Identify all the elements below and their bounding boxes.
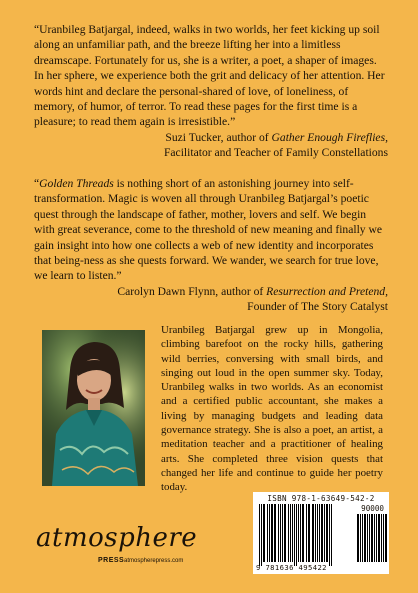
barcode-bar bbox=[317, 504, 318, 562]
barcode-bar bbox=[383, 514, 384, 562]
barcode-bar bbox=[267, 504, 268, 562]
endorsement-2-body: is nothing short of an astonishing journey into self-transformation. Magic is woven all through Uranbileg Batjargal’s poetic quest through the landscape of father, mother, lovers and self. We begin with great severance, come to the threshold of new meaning and finally we gain insight into how one collects a web of new identity and incorporates that being-ness as she quests forward. We wander, we search for true love, we learn to listen.” bbox=[34, 177, 383, 283]
barcode-bar bbox=[367, 514, 368, 562]
endorsement-2-text bbox=[34, 176, 388, 284]
publisher-logo-word: atmosphere bbox=[36, 523, 198, 553]
endorsement-2-role: Founder of The Story Catalyst bbox=[247, 300, 388, 314]
endorsement-1-role: Facilitator and Teacher of Family Constellations bbox=[163, 146, 388, 160]
barcode-bar bbox=[381, 514, 382, 562]
barcode-bar bbox=[294, 504, 295, 566]
endorsement-2-author: Carolyn Dawn Flynn, author of bbox=[117, 284, 267, 298]
barcode-bar bbox=[271, 504, 273, 562]
barcode-bar bbox=[302, 504, 304, 562]
barcode-bar bbox=[280, 504, 281, 562]
publisher-press: PRESS bbox=[98, 557, 125, 564]
endorsement-1-attribution bbox=[34, 130, 388, 145]
endorsement-2-open-quote: “ bbox=[34, 177, 40, 190]
barcode-bar bbox=[306, 504, 307, 562]
endorsement-1-book-title: Gather Enough Fireflies, bbox=[271, 130, 388, 144]
barcode-bar bbox=[326, 504, 328, 562]
endorsement-1-text: “Uranbileg Batjargal, indeed, walks in two worlds, her feet kicking up soil along an unfamiliar path, and the breeze lifting her into a limitless dreamscape. Fortunately for us, she is a writer, a poet, a shaper of images. In her sphere, we experience both the grit and delicacy of her attention. Her words hint and declare the personal-shared of love, of loneliness, of memory, of humor, of terror. To read these pages for the first time is a pleasure; to read them again is irresistible.” bbox=[34, 23, 385, 129]
endorsement-2-attribution bbox=[34, 284, 388, 299]
author-photo bbox=[42, 330, 145, 486]
publisher-url: atmospherepress.com bbox=[124, 558, 184, 564]
barcode-bar bbox=[385, 514, 387, 562]
barcode-bar bbox=[357, 514, 359, 562]
barcode-bar bbox=[364, 514, 366, 562]
isbn-barcode bbox=[253, 492, 389, 574]
barcode-bar bbox=[284, 504, 286, 562]
barcode-bar bbox=[296, 504, 297, 566]
publisher-logo bbox=[36, 523, 198, 573]
barcode-bar bbox=[278, 504, 279, 562]
author-bio: Uranbileg Batjargal grew up in Mongolia, climbing barefoot on the rocky hills, gathering wild berries, conversing with small birds, and singing out loud in the open summer sky. Today, Uranbileg walks in two worlds. As an economist and a certified public accountant, she makes a living by managing budgets and leading data governance strategy. She is also a poet, an artist, a meditation teacher and a practitioner of healing arts. She completed three vision quests that changed her life and continue to guide her poetry today. bbox=[161, 324, 383, 494]
barcode-bar bbox=[324, 504, 325, 562]
barcode-bar bbox=[360, 514, 361, 562]
barcode-bar bbox=[259, 504, 260, 566]
barcode-bar bbox=[282, 504, 283, 562]
barcode-bar bbox=[374, 514, 375, 562]
barcode-bar bbox=[369, 514, 370, 562]
barcode-bar bbox=[308, 504, 310, 562]
barcode-bar bbox=[376, 514, 377, 562]
barcode-bar bbox=[261, 504, 262, 566]
barcode-bar bbox=[274, 504, 276, 562]
barcode-bar bbox=[362, 514, 363, 562]
endorsement-2-title: Golden Threads bbox=[39, 177, 114, 190]
barcode-bar bbox=[329, 504, 330, 566]
barcode-bar bbox=[269, 504, 270, 562]
endorsement-1 bbox=[34, 22, 388, 161]
barcode-bar bbox=[371, 514, 373, 562]
barcode-bar bbox=[292, 504, 293, 562]
ean-number: 9 781636 495422 bbox=[256, 563, 327, 572]
barcode-bar bbox=[312, 504, 314, 562]
barcode-bar bbox=[300, 504, 301, 562]
endorsement-2 bbox=[34, 176, 388, 315]
barcode-bar bbox=[288, 504, 289, 562]
barcode-bar bbox=[378, 514, 380, 562]
barcode-bar bbox=[290, 504, 291, 562]
price-code: 90000 bbox=[361, 504, 384, 513]
endorsement-1-author: Suzi Tucker, author of bbox=[165, 130, 272, 144]
barcode-bar bbox=[263, 504, 265, 562]
barcode-bar bbox=[321, 504, 323, 562]
barcode-bar bbox=[331, 504, 332, 566]
endorsement-2-book-title: Resurrection and Pretend, bbox=[266, 284, 388, 298]
barcode-bar bbox=[319, 504, 320, 562]
isbn-number: ISBN 978-1-63649-542-2 bbox=[267, 494, 375, 503]
barcode-bar bbox=[315, 504, 316, 562]
barcode-bar bbox=[298, 504, 299, 562]
